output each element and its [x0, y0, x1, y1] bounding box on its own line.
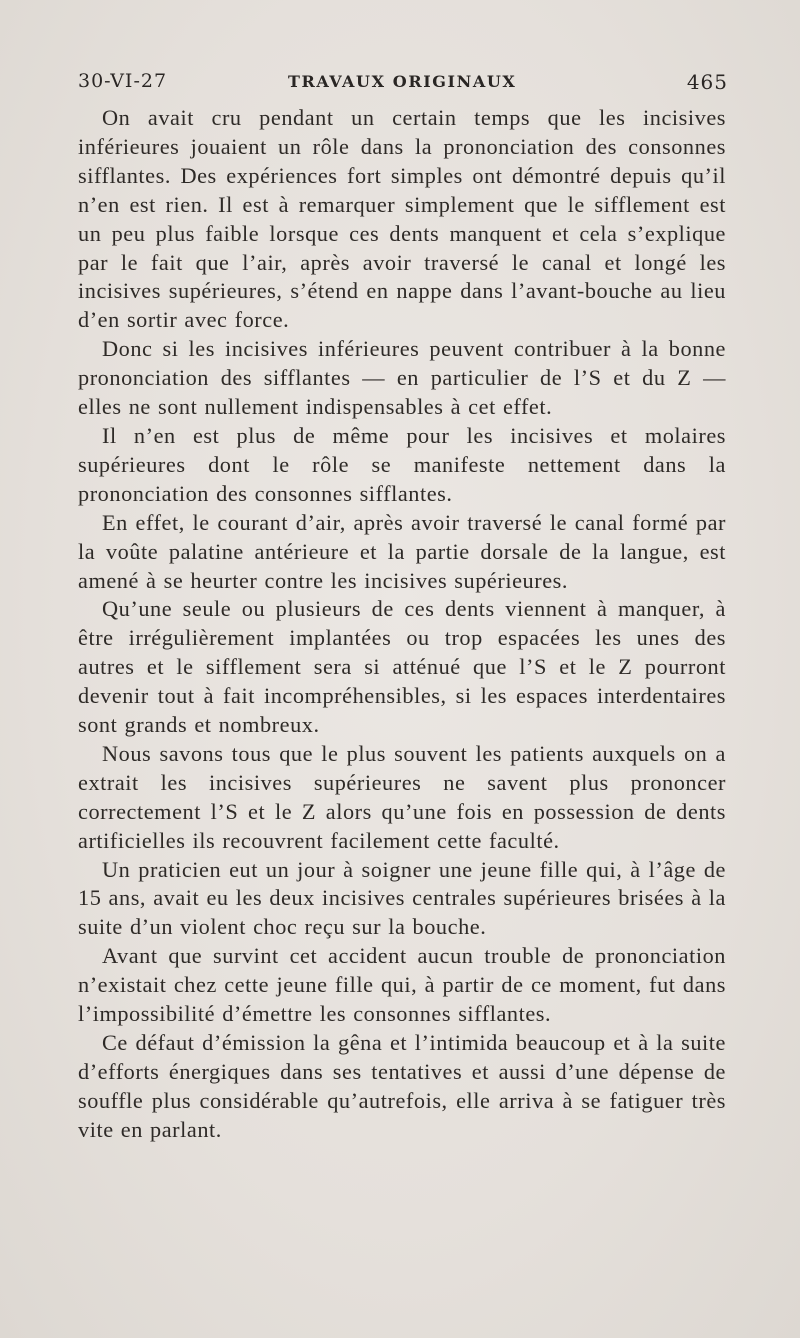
paragraph: Ce défaut d’émission la gêna et l’intimida beaucoup et à la suite d’efforts énergiques dans ses tentatives et aussi d’une dépense de souffle plus considérable qu’autrefois, elle arriva à se fatiguer très vite en parlant. — [78, 1030, 726, 1142]
paragraph: Donc si les incisives inférieures peuvent contribuer à la bonne prononciation des sifflantes — en particulier de l’S et du Z — elles ne sont nullement indispensables à cet effet. — [78, 336, 726, 420]
page-header — [78, 70, 728, 100]
paragraph: Qu’une seule ou plusieurs de ces dents viennent à manquer, à être irrégulièrement implantées ou trop espacées les unes des autres et le sifflement sera si atténué que l’S et le Z pourront devenir tout à fait incompréhensibles, si les espaces interdentaires sont grands et nombreux. — [78, 596, 726, 738]
paragraph: On avait cru pendant un certain temps que les incisives inférieures jouaient un rôle dans la prononciation des consonnes sifflantes. Des expériences fort simples ont démontré depuis qu’il n’en est rien. Il est à remarquer simplement que le sifflement est un peu plus faible lorsque ces dents manquent et cela s’explique par le fait que l’air, après avoir traversé le canal et longé les incisives supérieures, s’étend en nappe dans l’avant-bouche au lieu d’en sortir avec force. — [78, 105, 726, 333]
issue-date: 30-VI-27 — [78, 70, 168, 92]
article-body — [78, 104, 726, 1145]
running-title: TRAVAUX ORIGINAUX — [288, 72, 517, 91]
paragraph: Avant que survint cet accident aucun trouble de prononciation n’existait chez cette jeune fille qui, à partir de ce moment, fut dans l’impossibilité d’émettre les consonnes sifflantes. — [78, 943, 726, 1027]
paragraph: En effet, le courant d’air, après avoir traversé le canal formé par la voûte palatine antérieure et la partie dorsale de la langue, est amené à se heurter contre les incisives supérieures. — [78, 509, 726, 593]
paragraph: Nous savons tous que le plus souvent les patients auxquels on a extrait les incisives supérieures ne savent plus prononcer correctement l’S et le Z alors qu’une fois en possession de dents artificielles ils recouvrent facilement cette faculté. — [78, 740, 726, 853]
page-number: 465 — [686, 70, 728, 94]
paragraph: Il n’en est plus de même pour les incisives et molaires supérieures dont le rôle se manifeste nettement dans la prononciation des consonnes sifflantes. — [78, 422, 726, 506]
paragraph: Un praticien eut un jour à soigner une jeune fille qui, à l’âge de 15 ans, avait eu les deux incisives centrales supérieures brisées à la suite d’un violent choc reçu sur la bouche. — [78, 856, 726, 940]
